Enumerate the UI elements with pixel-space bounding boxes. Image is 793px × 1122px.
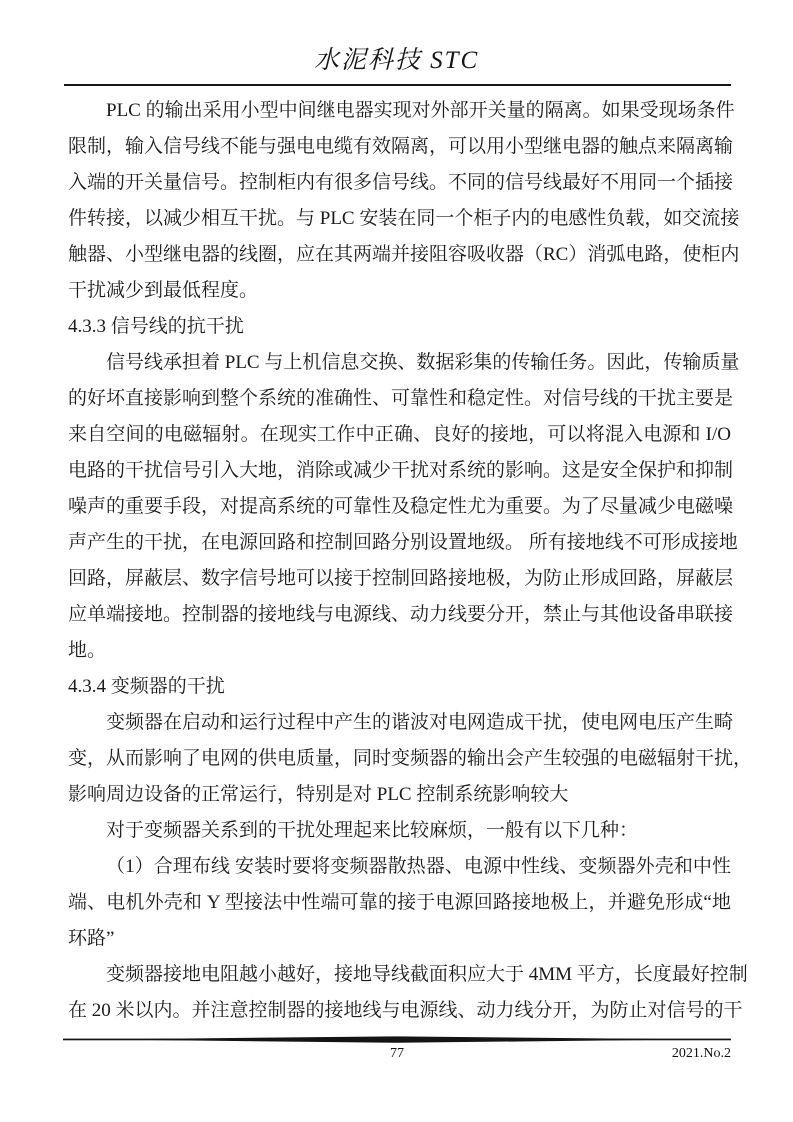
footer-row: [63, 1045, 731, 1065]
issue-number: 2021.No.2: [671, 1046, 731, 1061]
footer-rule: [63, 1036, 731, 1044]
text-line: 声产生的干扰，在电源回路和控制回路分别设置地级。 所有接地线不可形成接地: [68, 532, 738, 553]
journal-title: 水泥科技 STC: [313, 47, 480, 74]
text-line: 入端的开关量信号。控制柜内有很多信号线。不同的信号线最好不用同一个插接: [68, 172, 734, 193]
page-footer: [63, 1036, 731, 1065]
text-line: 地。: [68, 640, 107, 661]
text-line: 变，从而影响了电网的供电质量，同时变频器的输出会产生较强的电磁辐射干扰，: [68, 748, 753, 769]
document-body: [68, 93, 753, 1029]
section-heading: 4.3.3 信号线的抗干扰: [68, 316, 244, 337]
text-line: 对于变频器关系到的干扰处理起来比较麻烦，一般有以下几种：: [106, 820, 639, 841]
text-line: 应单端接地。控制器的接地线与电源线、动力线要分开，禁止与其他设备串联接: [68, 604, 734, 625]
text-line: 端、电机外壳和 Y 型接法中性端可靠的接于电源回路接地极上，并避免形成“地: [68, 892, 731, 913]
text-line: （1）合理布线 安装时要将变频器散热器、电源中性线、变频器外壳和中性: [106, 856, 731, 877]
text-line: 在 20 米以内。并注意控制器的接地线与电源线、动力线分开，为防止对信号的干: [68, 1000, 743, 1021]
text-line: 来自空间的电磁辐射。在现实工作中正确、良好的接地，可以将混入电源和 I/O: [68, 424, 731, 445]
page-header: [0, 0, 793, 86]
text-line: PLC 的输出采用小型中间继电器实现对外部开关量的隔离。如果受现场条件: [106, 100, 735, 121]
text-line: 的好坏直接影响到整个系统的准确性、可靠性和稳定性。对信号线的干扰主要是: [68, 388, 734, 409]
text-line: 信号线承担着 PLC 与上机信息交换、数据彩集的传输任务。因此，传输质量: [106, 352, 740, 373]
text-line: 干扰减少到最低程度。: [68, 280, 259, 301]
text-line: 变频器接地电阻越小越好，接地导线截面积应大于 4MM 平方，长度最好控制: [106, 964, 748, 985]
text-line: 回路，屏蔽层、数字信号地可以接于控制回路接地极，为防止形成回路，屏蔽层: [68, 568, 734, 589]
text-line: 影响周边设备的正常运行，特别是对 PLC 控制系统影响较大: [68, 784, 569, 805]
text-line: 电路的干扰信号引入大地，消除或减少干扰对系统的影响。这是安全保护和抑制: [68, 460, 734, 481]
text-line: 件转接，以减少相互干扰。与 PLC 安装在同一个柜子内的电感性负载，如交流接: [68, 208, 740, 229]
text-line: 变频器在启动和运行过程中产生的谐波对电网造成干扰，使电网电压产生畸: [106, 712, 734, 733]
text-line: 触器、小型继电器的线圈，应在其两端并接阻容吸收器（RC）消弧电路，使柜内: [68, 244, 740, 265]
text-line: 噪声的重要手段，对提高系统的可靠性及稳定性尤为重要。为了尽量减少电磁噪: [68, 496, 734, 517]
text-line: 环路”: [68, 928, 115, 949]
text-line: 限制，输入信号线不能与强电电缆有效隔离，可以用小型继电器的触点来隔离输: [68, 136, 734, 157]
page-number: 77: [390, 1046, 404, 1061]
header-rule: [64, 84, 731, 86]
section-heading: 4.3.4 变频器的干扰: [68, 676, 225, 697]
